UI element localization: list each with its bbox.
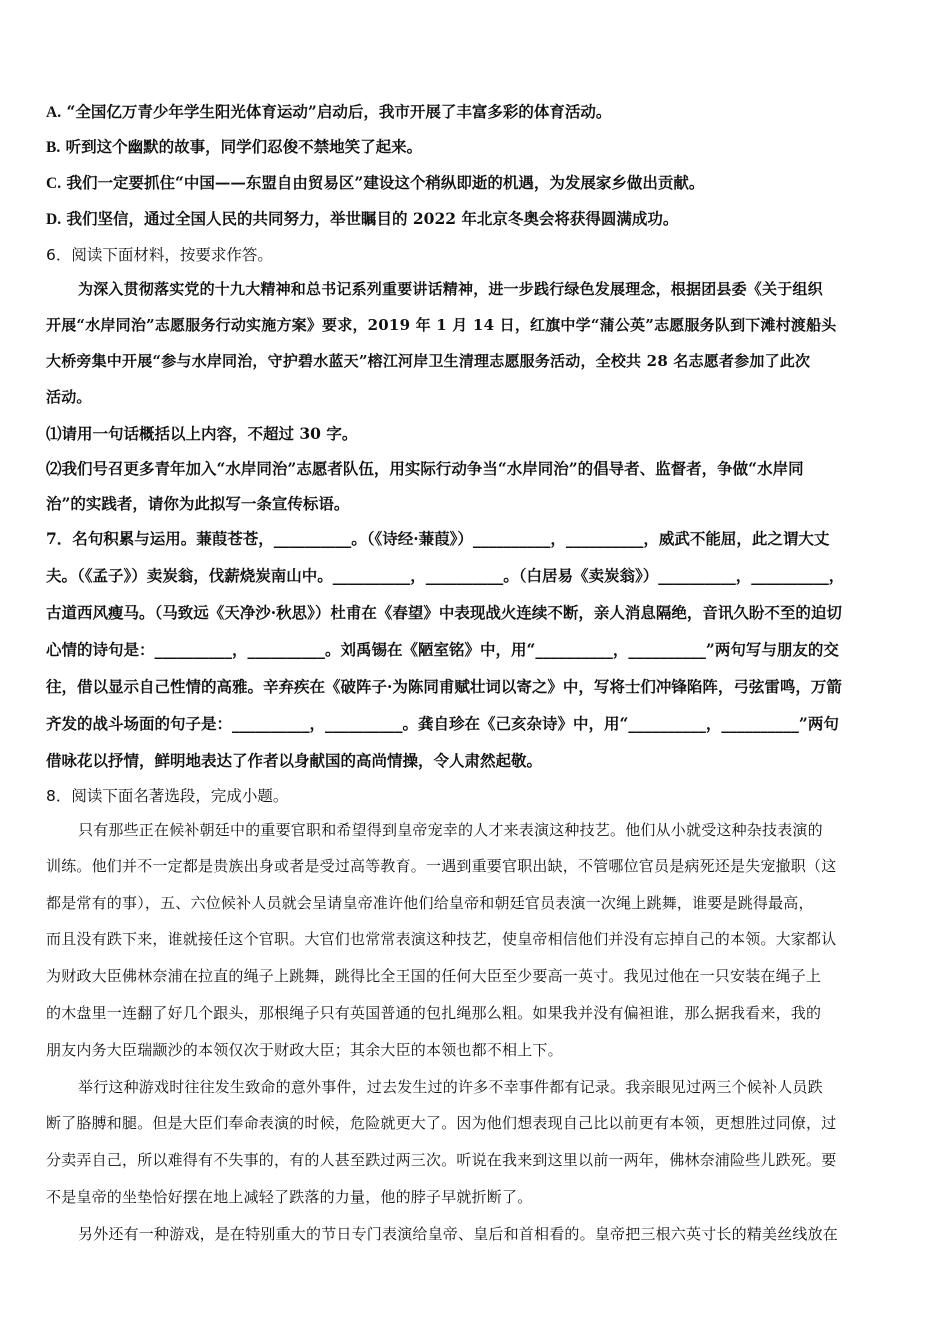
q8-passage-line: 朋友内务大臣瑞颛沙的本领仅次于财政大臣；其余大臣的本领也都不相上下。 <box>46 1041 563 1059</box>
q6-material-line: 开展“水岸同治”志愿服务行动实施方案》要求，2019 年 1 月 14 日，红旗中学“蒲公英”志愿服务队到下滩村渡船头 <box>46 316 837 334</box>
q7-line: 往，借以显示自己性情的高雅。辛弃疾在《破阵子·为陈同甫赋壮词以寄之》中，写将士们冲锋陷阵，弓弦雷鸣，万箭 <box>46 677 842 696</box>
q7-line: 夫。（《孟子》）卖炭翁，伐薪烧炭南山中。__________，__________。（白居易《卖炭翁》）__________，__________， <box>46 566 845 585</box>
q6-material-line: 大桥旁集中开展“参与水岸同治，守护碧水蓝天”榕江河岸卫生清理志愿服务活动，全校共 28 名志愿者参加了此次 <box>46 352 811 370</box>
option-label: D. <box>46 211 62 228</box>
q7-line: 借咏花以抒情，鲜明地表达了作者以身献国的高尚情操，令人肃然起敬。 <box>46 751 543 770</box>
q6-material-line: 为深入贯彻落实党的十九大精神和总书记系列重要讲话精神，进一步践行绿色发展理念，根据团县委《关于组织 <box>78 280 823 298</box>
option-text: 我们一定要抓住“中国——东盟自由贸易区”建设这个稍纵即逝的机遇，为发展家乡做出贡献。 <box>66 173 705 192</box>
q8-title: 8．阅读下面名著选段，完成小题。 <box>46 787 289 805</box>
q8-passage-line: 为财政大臣佛林奈浦在拉直的绳子上跳舞，跳得比全王国的任何大臣至少要高一英寸。我见过他在一只安装在绳子上 <box>46 967 822 985</box>
option-text: “全国亿万青少年学生阳光体育运动”启动后，我市开展了丰富多彩的体育活动。 <box>66 102 612 121</box>
option-label: B. <box>46 139 61 156</box>
q6-sub1: ⑴请用一句话概括以上内容，不超过 30 字。 <box>46 424 358 443</box>
option-text: 听到这个幽默的故事，同学们忍俊不禁地笑了起来。 <box>65 137 423 156</box>
q8-passage-line: 而且没有跌下来，谁就接任这个官职。大官们也常常表演这种技艺，使皇帝相信他们并没有忘掉自己的本领。大家都认 <box>46 930 837 948</box>
q8-passage-line: 分卖弄自己，所以难得有不失事的，有的人甚至跌过两三次。听说在我来到这里以前一两年，佛林奈浦险些儿跌死。要 <box>46 1151 837 1169</box>
q7-line: 古道西风瘦马。（马致远《天净沙·秋思》）杜甫在《春望》中表现战火连续不断，亲人消息隔绝，音讯久盼不至的迫切 <box>46 603 842 622</box>
q8-passage-line: 断了胳膊和腿。但是大臣们奉命表演的时候，危险就更大了。因为他们想表现自己比以前更有本领，更想胜过同僚，过 <box>46 1114 837 1132</box>
option-label: A. <box>46 104 62 121</box>
q7-line: 7．名句积累与运用。蒹葭苍苍，__________。（《诗经·蒹葭》）__________，__________，威武不能屈，此之谓大丈 <box>46 529 830 548</box>
q6-sub2-line: ⑵我们号召更多青年加入“水岸同治”志愿者队伍，用实际行动争当“水岸同治”的倡导者、监督者，争做“水岸同 <box>46 459 804 478</box>
q8-passage-line: 不是皇帝的坐垫恰好摆在地上减轻了跌落的力量，他的脖子早就折断了。 <box>46 1188 533 1206</box>
q7-line: 心情的诗句是：__________，__________。刘禹锡在《陋室铭》中，用“__________，__________”两句写与朋友的交 <box>46 640 839 659</box>
q6-material-line: 活动。 <box>46 388 92 406</box>
option-d <box>46 209 908 230</box>
q6-title: 6．阅读下面材料，按要求作答。 <box>46 246 273 264</box>
q7-line: 齐发的战斗场面的句子是：__________，__________。龚自珍在《己亥杂诗》中，用“__________，__________”两句 <box>46 714 839 733</box>
q8-passage-line: 的木盘里一连翻了好几个跟头，那根绳子只有英国普通的包扎绳那么粗。如果我并没有偏袒谁，那么据我看来，我的 <box>46 1004 822 1022</box>
q8-passage-line: 只有那些正在候补朝廷中的重要官职和希望得到皇帝宠幸的人才来表演这种技艺。他们从小就受这种杂技表演的 <box>78 821 823 839</box>
option-c <box>46 173 908 194</box>
q6-sub2-line: 治”的实践者，请你为此拟写一条宣传标语。 <box>46 494 350 513</box>
option-a <box>46 102 908 123</box>
q8-passage-line: 举行这种游戏时往往发生致命的意外事件，过去发生过的许多不幸事件都有记录。我亲眼见过两三个候补人员跌 <box>78 1078 823 1096</box>
option-b <box>46 137 908 158</box>
option-label: C. <box>46 175 62 192</box>
q8-passage-line: 训练。他们并不一定都是贵族出身或者是受过高等教育。一遇到重要官职出缺，不管哪位官员是病死还是失宠撤职（这 <box>46 857 837 875</box>
q8-passage-line: 都是常有的事），五、六位候补人员就会呈请皇帝准许他们给皇帝和朝廷官员表演一次绳上跳舞，谁要是跳得最高， <box>46 894 814 912</box>
q8-passage-line: 另外还有一种游戏，是在特别重大的节日专门表演给皇帝、皇后和首相看的。皇帝把三根六英寸长的精美丝线放在 <box>78 1225 839 1243</box>
option-text: 我们坚信，通过全国人民的共同努力，举世瞩目的 2022 年北京冬奥会将获得圆满成功。 <box>66 209 679 228</box>
